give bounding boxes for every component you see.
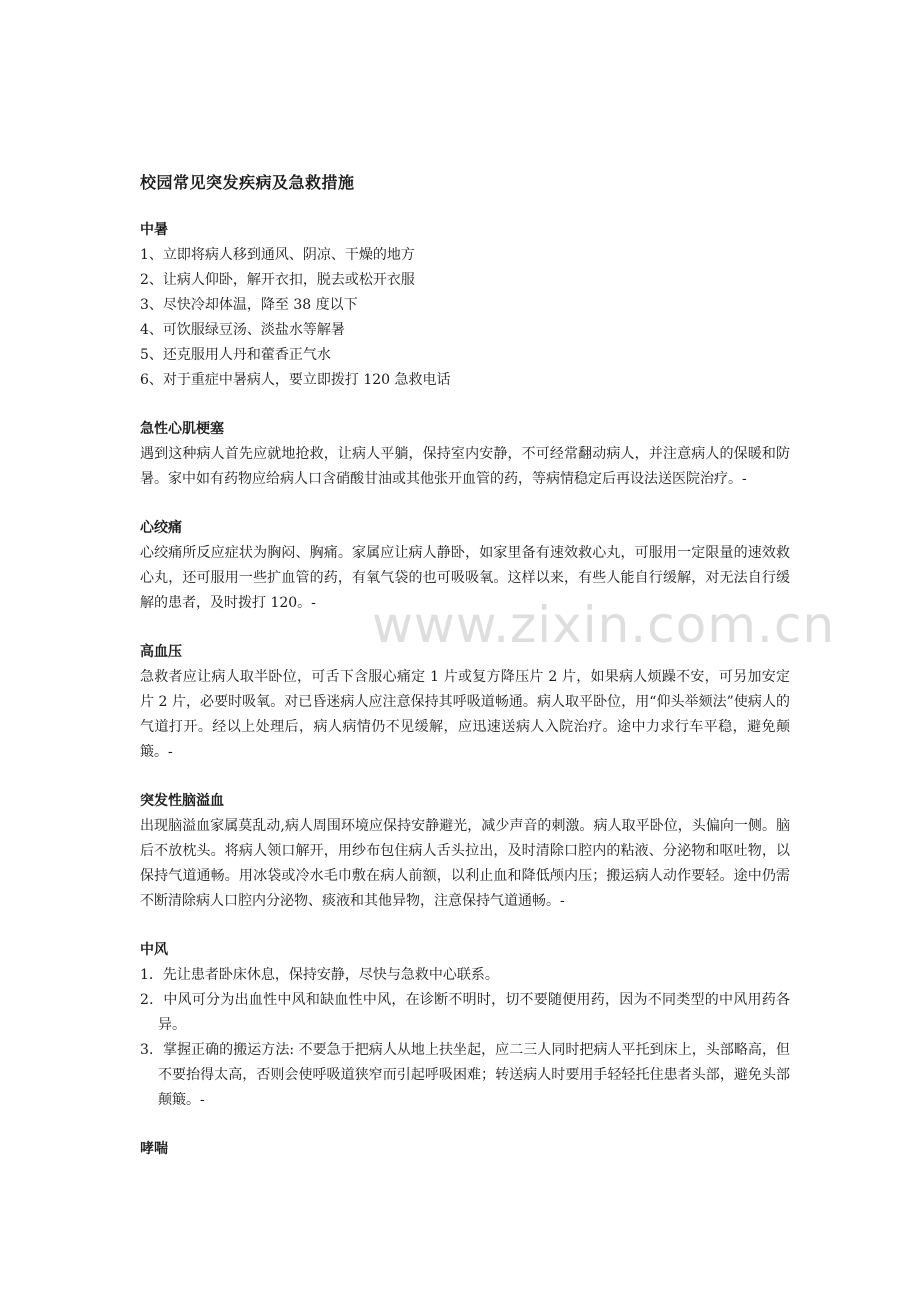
- section-paragraph: 遇到这种病人首先应就地抢救，让病人平躺，保持室内安静，不可经常翻动病人，并注意病人的保暖和防暑。家中如有药物应给病人口含硝酸甘油或其他张开血管的药，等病情稳定后再设法送医院治疗。-: [140, 446, 790, 487]
- list-item: 1．先让患者卧床休息，保持安静，尽快与急救中心联系。: [140, 967, 499, 983]
- list-item: 3．掌握正确的搬运方法: 不要急于把病人从地上扶坐起，应二三人同时把病人平托到床上，头部略高，但不要抬得太高，否则会使呼吸道狭窄而引起呼吸困难；转送病人时要用手轻轻托住患者头部，避免头部颠簸。-: [140, 1042, 790, 1108]
- section-heading: 心绞痛: [140, 520, 182, 536]
- section-paragraph: 急救者应让病人取半卧位，可舌下含服心痛定 1 片或复方降压片 2 片，如果病人烦躁不安，可另加安定片 2 片，必要时吸氧。对已昏迷病人应注意保持其呼吸道畅通。病人取平卧位，用“仰头举颏法”使病人的气道打开。经以上处理后，病人病情仍不见缓解，应迅速送病人入院治疗。途中力求行车平稳，避免颠簸。-: [140, 669, 790, 760]
- document-title: 校园常见突发疾病及急救措施: [140, 173, 355, 192]
- section-heading: 中风: [140, 942, 168, 958]
- section-stroke: [140, 938, 790, 1113]
- section-cerebral-hemorrhage: [140, 789, 790, 914]
- list-item: 2．中风可分为出血性中风和缺血性中风，在诊断不明时，切不要随便用药，因为不同类型的中风用药各异。: [140, 992, 790, 1033]
- list-item: 5、还克服用人丹和藿香正气水: [140, 347, 331, 363]
- document-page: [140, 168, 790, 1186]
- list-item: 3、尽快冷却体温，降至 38 度以下: [140, 297, 358, 313]
- list-item: 1、立即将病人移到通风、阴凉、干燥的地方: [140, 247, 415, 263]
- section-hypertension: [140, 640, 790, 765]
- section-angina: [140, 516, 790, 616]
- section-paragraph: 心绞痛所反应症状为胸闷、胸痛。家属应让病人静卧，如家里备有速效救心丸，可服用一定限量的速效救心丸，还可服用一些扩血管的药，有氧气袋的也可吸吸氧。这样以来，有些人能自行缓解，对无法自行缓解的患者，及时拨打 120。-: [140, 545, 790, 611]
- section-heading: 高血压: [140, 644, 182, 660]
- section-paragraph: 出现脑溢血家属莫乱动,病人周围环境应保持安静避光，减少声音的刺激。病人取平卧位，头偏向一侧。脑后不放枕头。将病人领口解开，用纱布包住病人舌头拉出，及时清除口腔内的粘液、分泌物和呕吐物，以保持气道通畅。用冰袋或冷水毛巾敷在病人前额，以利止血和降低颅内压；搬运病人动作要轻。途中仍需不断清除病人口腔内分泌物、痰液和其他异物，注意保持气道通畅。-: [140, 818, 790, 909]
- section-heading: 突发性脑溢血: [140, 793, 224, 809]
- watermark: www.zixin.com.cn: [372, 596, 836, 654]
- section-asthma: [140, 1137, 790, 1162]
- list-item: 6、对于重症中暑病人，要立即拨打 120 急救电话: [140, 372, 451, 388]
- list-item: 2、让病人仰卧，解开衣扣，脱去或松开衣服: [140, 272, 415, 288]
- list-item: 4、可饮服绿豆汤、淡盐水等解暑: [140, 322, 345, 338]
- section-myocardial-infarction: [140, 417, 790, 492]
- section-heading: 中暑: [140, 222, 168, 238]
- section-heading: 急性心肌梗塞: [140, 421, 224, 437]
- section-heatstroke: [140, 218, 790, 393]
- section-heading: 哮喘: [140, 1141, 168, 1157]
